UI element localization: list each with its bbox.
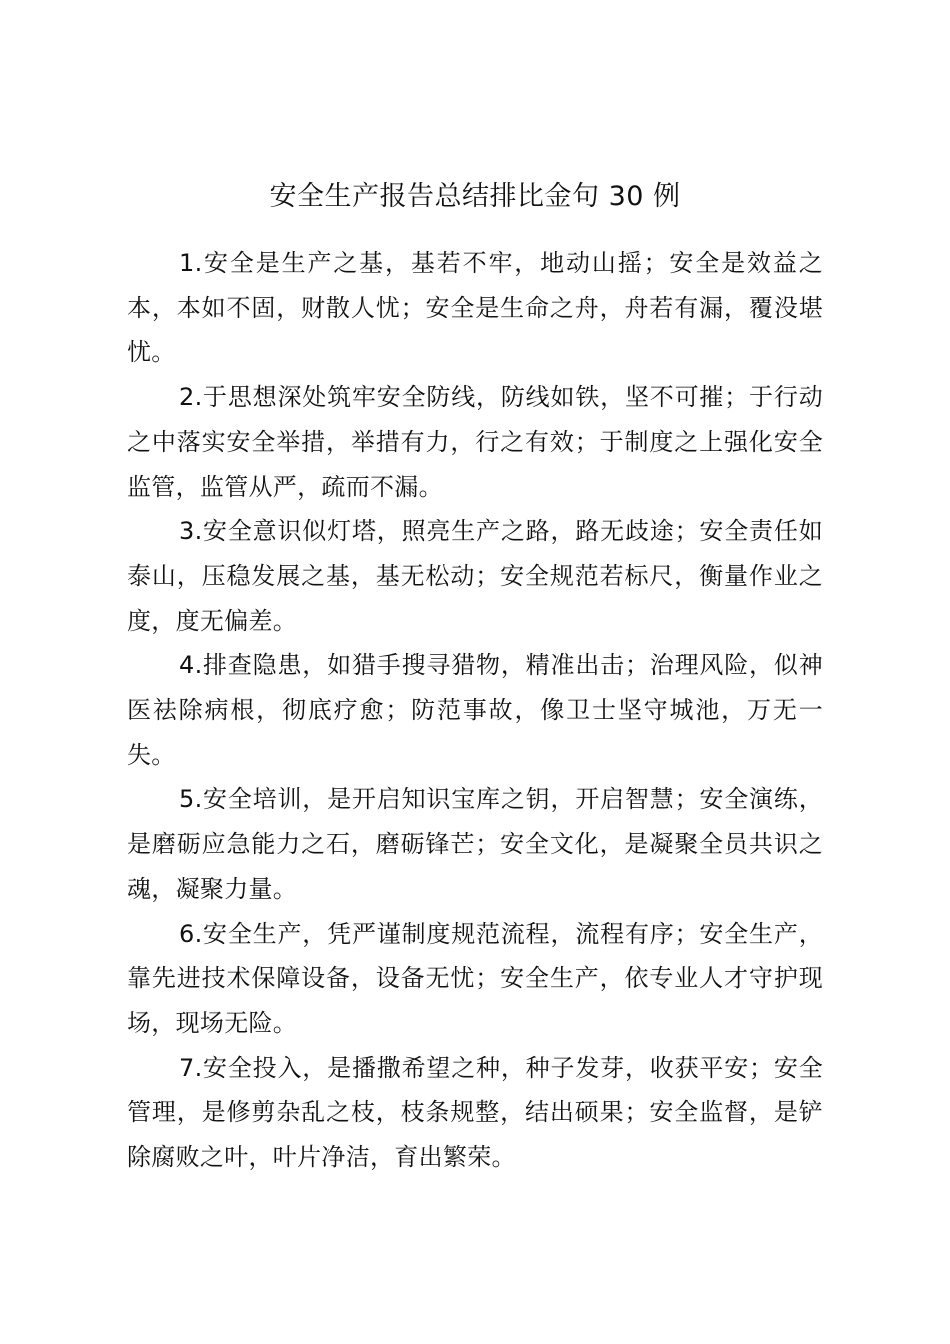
document-title: 安全生产报告总结排比金句 30 例 xyxy=(269,181,681,212)
document-body xyxy=(127,241,823,1180)
paragraph-3: 3.安全意识似灯塔，照亮生产之路，路无歧途；安全责任如泰山，压稳发展之基，基无松动；安全规范若标尺，衡量作业之度，度无偏差。 xyxy=(127,517,823,635)
paragraph-6: 6.安全生产，凭严谨制度规范流程，流程有序；安全生产，靠先进技术保障设备，设备无忧；安全生产，依专业人才守护现场，现场无险。 xyxy=(127,919,823,1037)
paragraph-2: 2.于思想深处筑牢安全防线，防线如铁，坚不可摧；于行动之中落实安全举措，举措有力，行之有效；于制度之上强化安全监管，监管从严，疏而不漏。 xyxy=(127,383,823,501)
paragraph-7: 7.安全投入，是播撒希望之种，种子发芽，收获平安；安全管理，是修剪杂乱之枝，枝条规整，结出硕果；安全监督，是铲除腐败之叶，叶片净洁，育出繁荣。 xyxy=(127,1053,823,1172)
paragraph-5: 5.安全培训，是开启知识宝库之钥，开启智慧；安全演练，是磨砺应急能力之石，磨砺锋芒；安全文化，是凝聚全员共识之魂，凝聚力量。 xyxy=(127,785,823,903)
paragraph-4: 4.排查隐患，如猎手搜寻猎物，精准出击；治理风险，似神医祛除病根，彻底疗愈；防范事故，像卫士坚守城池，万无一失。 xyxy=(127,651,823,769)
paragraph-1: 1.安全是生产之基，基若不牢，地动山摇；安全是效益之本，本如不固，财散人忧；安全是生命之舟，舟若有漏，覆没堪忧。 xyxy=(127,249,823,367)
